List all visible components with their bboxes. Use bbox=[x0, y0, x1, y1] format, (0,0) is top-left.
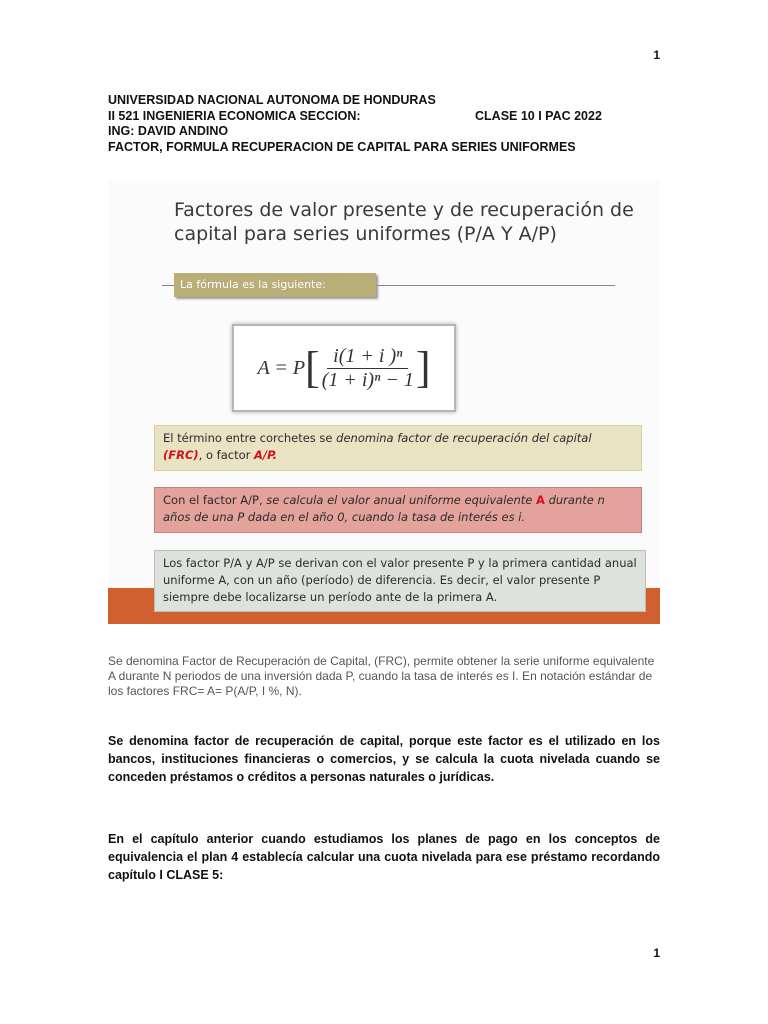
formula-denominator: (1 + i)ⁿ − 1 bbox=[321, 368, 414, 391]
frc-abbrev: (FRC) bbox=[163, 448, 199, 462]
frc-ap: A/P. bbox=[254, 448, 277, 462]
frc-text-4: , o factor bbox=[198, 448, 255, 462]
pa-ap-note-box: Los factor P/A y A/P se derivan con el valor presente P y la primera cantidad anual uniforme A, con un año (período) de diferencia. Es decir, el valor presente P siempre debe localizarse un período ante de la primera A. bbox=[154, 550, 646, 612]
header-course-row bbox=[108, 109, 648, 125]
ap-text-4: durante n años de una P dada en el año 0, cuando la tasa de interés es i. bbox=[163, 493, 605, 524]
frc-text-1: El término entre corchetes se bbox=[163, 431, 337, 445]
ap-text-1: Con el factor A/P, bbox=[163, 493, 267, 507]
slide-formula-label: La fórmula es la siguiente: bbox=[174, 273, 376, 297]
frc-text-2: denomina factor de recuperación del capital bbox=[336, 431, 592, 445]
formula-fraction bbox=[322, 345, 414, 392]
left-bracket-icon: [ bbox=[305, 343, 320, 392]
frc-definition-box bbox=[154, 425, 642, 471]
header-university: UNIVERSIDAD NACIONAL AUTONOMA DE HONDURAS bbox=[108, 93, 436, 107]
formula-lhs: A = P bbox=[257, 356, 306, 379]
ap-text-2: se calcula el valor anual uniforme equivalente bbox=[266, 493, 537, 507]
page-number-bottom: 1 bbox=[653, 946, 660, 960]
header-class: CLASE 10 I PAC 2022 bbox=[475, 108, 602, 123]
formula-box bbox=[232, 324, 456, 412]
right-bracket-icon: ] bbox=[415, 343, 431, 392]
ap-a: A bbox=[536, 493, 545, 507]
header-topic: FACTOR, FORMULA RECUPERACION DE CAPITAL PARA SERIES UNIFORMES bbox=[108, 139, 576, 154]
frc-paragraph: Se denomina Factor de Recuperación de Capital, (FRC), permite obtener la serie uniforme equivalente A durante N periodos de una inversión dada P, cuando la tasa de interés es I. En notación estándar de los factores FRC= A= P(A/P, I %, N). bbox=[108, 654, 655, 698]
header-course: II 521 INGENIERIA ECONOMICA SECCION: bbox=[108, 108, 361, 123]
document-header bbox=[108, 93, 648, 155]
previous-chapter-paragraph: En el capítulo anterior cuando estudiamos los planes de pago en los conceptos de equivalencia el plan 4 establecía calcular una cuota nivelada para ese préstamo recordando capítulo I CLASE 5: bbox=[108, 832, 660, 882]
ap-usage-box bbox=[154, 487, 642, 533]
slide-title: Factores de valor presente y de recuperación de capital para series uniformes (P/A Y A/P) bbox=[174, 199, 634, 245]
header-instructor: ING: DAVID ANDINO bbox=[108, 124, 229, 138]
formula-numerator: i(1 + i )ⁿ bbox=[327, 345, 408, 369]
page-number-top: 1 bbox=[653, 48, 660, 62]
frc-bank-paragraph: Se denomina factor de recuperación de capital, porque este factor es el utilizado en los bancos, instituciones financieras o comercios, y se calcula la cuota nivelada cuando se conceden préstamos o créditos a personas naturales o jurídicas. bbox=[108, 734, 660, 784]
slide-image bbox=[108, 180, 660, 624]
